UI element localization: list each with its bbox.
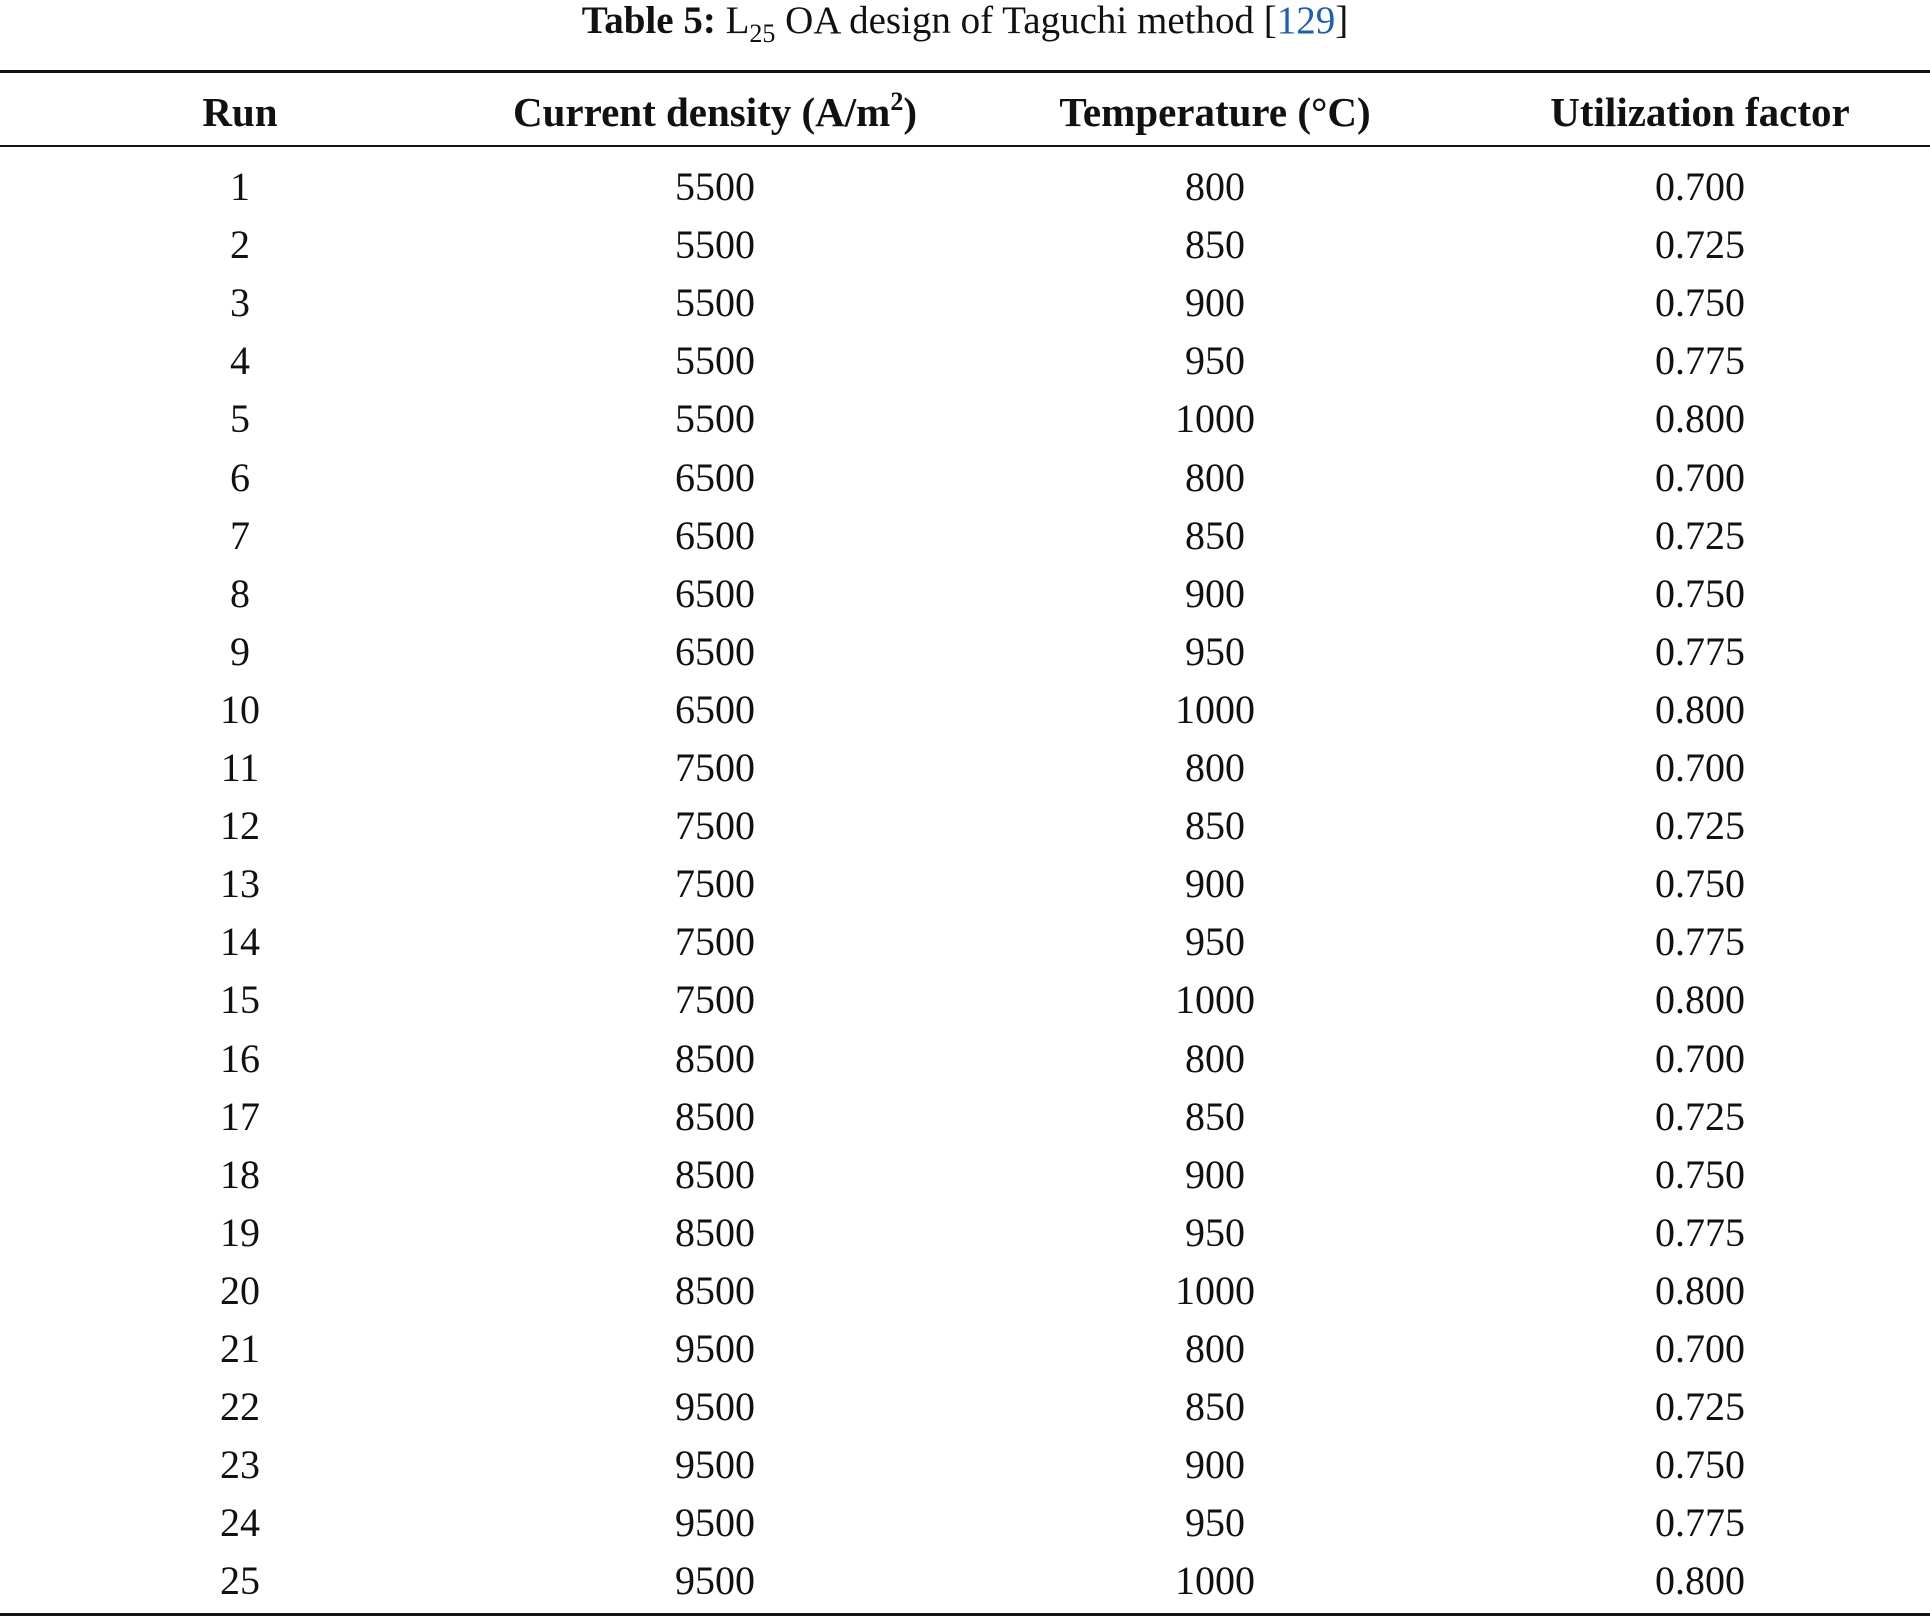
table-row: [0, 1204, 1930, 1262]
cell-current-density: 9500: [675, 1384, 755, 1430]
header-current-density: [475, 82, 955, 148]
header-current-density-text: Current density (A/m: [513, 89, 891, 135]
cell-utilization-factor: 0.700: [1655, 1035, 1745, 1081]
cell-run: 23: [220, 1442, 260, 1488]
header-utilization-factor: Utilization factor: [1550, 89, 1850, 135]
cell-run: 11: [220, 745, 260, 790]
cell-run: 17: [220, 1093, 260, 1139]
cell-utilization-factor: 0.700: [1655, 164, 1745, 209]
cell-utilization-factor: 0.725: [1655, 222, 1745, 268]
bottom-rule: [0, 1613, 1930, 1616]
table-row: [0, 1030, 1930, 1088]
table-row: [0, 449, 1930, 507]
cell-utilization-factor: 0.700: [1655, 454, 1745, 500]
header-current-density-superscript: 2: [890, 87, 904, 116]
header-temperature: Temperature (°C): [1059, 89, 1371, 135]
cell-temperature: 900: [1185, 280, 1245, 326]
caption-closing-bracket: ]: [1335, 0, 1349, 42]
cell-current-density: 9500: [675, 1442, 755, 1488]
cell-run: 5: [230, 396, 250, 442]
cell-run: 18: [220, 1151, 260, 1197]
cell-run: 7: [230, 512, 250, 558]
cell-current-density: 6500: [675, 686, 755, 732]
cell-temperature: 800: [1185, 1326, 1245, 1371]
cell-run: 25: [220, 1558, 260, 1604]
cell-temperature: 850: [1185, 1093, 1245, 1139]
cell-temperature: 900: [1185, 861, 1245, 907]
cell-temperature: 850: [1185, 1384, 1245, 1430]
table-row: [0, 623, 1930, 681]
table-row: [0, 216, 1930, 274]
cell-current-density: 9500: [675, 1558, 755, 1604]
cell-utilization-factor: 0.775: [1655, 1500, 1745, 1546]
table-row: [0, 274, 1930, 332]
cell-current-density: 9500: [675, 1326, 755, 1371]
cell-utilization-factor: 0.750: [1655, 1442, 1745, 1488]
cell-temperature: 850: [1185, 512, 1245, 558]
header-run: Run: [202, 89, 278, 135]
cell-temperature: 800: [1185, 745, 1245, 790]
cell-temperature: 800: [1185, 1035, 1245, 1081]
cell-current-density: 5500: [675, 396, 755, 442]
table-row: [0, 565, 1930, 623]
cell-utilization-factor: 0.775: [1655, 338, 1745, 384]
cell-utilization-factor: 0.800: [1655, 1558, 1745, 1604]
cell-current-density: 8500: [675, 1093, 755, 1139]
cell-temperature: 950: [1185, 1500, 1245, 1546]
cell-run: 2: [230, 222, 250, 268]
cell-current-density: 7500: [675, 745, 755, 790]
cell-current-density: 7500: [675, 861, 755, 907]
caption-subscript: 25: [749, 19, 776, 48]
table-header-row: [0, 82, 1930, 142]
cell-temperature: 1000: [1175, 977, 1255, 1023]
cell-current-density: 7500: [675, 919, 755, 965]
cell-utilization-factor: 0.725: [1655, 1093, 1745, 1139]
cell-run: 16: [220, 1035, 260, 1081]
cell-utilization-factor: 0.800: [1655, 686, 1745, 732]
cell-temperature: 800: [1185, 164, 1245, 209]
cell-current-density: 6500: [675, 570, 755, 616]
cell-run: 6: [230, 454, 250, 500]
cell-current-density: 9500: [675, 1500, 755, 1546]
cell-temperature: 1000: [1175, 396, 1255, 442]
cell-utilization-factor: 0.775: [1655, 628, 1745, 674]
cell-utilization-factor: 0.750: [1655, 861, 1745, 907]
cell-temperature: 850: [1185, 222, 1245, 268]
cell-current-density: 8500: [675, 1267, 755, 1313]
cell-current-density: 5500: [675, 164, 755, 209]
cell-current-density: 6500: [675, 512, 755, 558]
cell-run: 20: [220, 1267, 260, 1313]
table-row: [0, 1494, 1930, 1552]
cell-run: 8: [230, 570, 250, 616]
table-row: [0, 507, 1930, 565]
cell-current-density: 6500: [675, 454, 755, 500]
table-row: [0, 681, 1930, 739]
cell-temperature: 950: [1185, 628, 1245, 674]
table-row: [0, 1320, 1930, 1378]
cell-run: 10: [220, 686, 260, 732]
caption-label: Table 5:: [581, 0, 716, 42]
cell-current-density: 6500: [675, 628, 755, 674]
table-row: [0, 1378, 1930, 1436]
cell-utilization-factor: 0.800: [1655, 977, 1745, 1023]
cell-temperature: 950: [1185, 919, 1245, 965]
cell-utilization-factor: 0.775: [1655, 1209, 1745, 1255]
cell-utilization-factor: 0.775: [1655, 919, 1745, 965]
cell-run: 9: [230, 628, 250, 674]
cell-temperature: 950: [1185, 1209, 1245, 1255]
table-row: [0, 158, 1930, 216]
cell-current-density: 8500: [675, 1151, 755, 1197]
cell-current-density: 8500: [675, 1035, 755, 1081]
table-row: [0, 332, 1930, 390]
cell-current-density: 7500: [675, 977, 755, 1023]
cell-temperature: 1000: [1175, 1267, 1255, 1313]
cell-run: 4: [230, 338, 250, 384]
cell-temperature: 900: [1185, 1442, 1245, 1488]
table-body: [0, 158, 1930, 1608]
cell-run: 13: [220, 861, 260, 907]
cell-temperature: 900: [1185, 1151, 1245, 1197]
cell-current-density: 5500: [675, 280, 755, 326]
table-row: [0, 855, 1930, 913]
header-rule: [0, 145, 1930, 147]
cell-current-density: 5500: [675, 222, 755, 268]
table-row: [0, 1262, 1930, 1320]
cell-utilization-factor: 0.750: [1655, 570, 1745, 616]
cell-run: 24: [220, 1500, 260, 1546]
cell-utilization-factor: 0.750: [1655, 280, 1745, 326]
cell-run: 12: [220, 803, 260, 849]
table-row: [0, 1088, 1930, 1146]
cell-utilization-factor: 0.725: [1655, 512, 1745, 558]
caption-text-start: L: [725, 0, 750, 42]
cell-run: 14: [220, 919, 260, 965]
cell-utilization-factor: 0.725: [1655, 803, 1745, 849]
caption-reference-link[interactable]: 129: [1276, 0, 1336, 42]
table-caption: [0, 0, 1930, 46]
top-rule: [0, 70, 1930, 73]
table-row: [0, 1146, 1930, 1204]
header-current-density-close: ): [903, 89, 917, 135]
table-row: [0, 913, 1930, 971]
cell-utilization-factor: 0.750: [1655, 1151, 1745, 1197]
cell-run: 1: [230, 164, 250, 209]
cell-utilization-factor: 0.700: [1655, 745, 1745, 790]
cell-utilization-factor: 0.800: [1655, 396, 1745, 442]
cell-run: 22: [220, 1384, 260, 1430]
cell-temperature: 900: [1185, 570, 1245, 616]
cell-temperature: 1000: [1175, 686, 1255, 732]
table-row: [0, 1552, 1930, 1610]
cell-temperature: 850: [1185, 803, 1245, 849]
caption-text: OA design of Taguchi method [: [775, 0, 1277, 42]
table-row: [0, 1436, 1930, 1494]
cell-temperature: 1000: [1175, 1558, 1255, 1604]
table-row: [0, 390, 1930, 448]
cell-temperature: 950: [1185, 338, 1245, 384]
table-row: [0, 797, 1930, 855]
cell-utilization-factor: 0.800: [1655, 1267, 1745, 1313]
cell-run: 19: [220, 1209, 260, 1255]
cell-run: 3: [230, 280, 250, 326]
cell-current-density: 7500: [675, 803, 755, 849]
cell-run: 21: [220, 1326, 260, 1371]
cell-run: 15: [220, 977, 260, 1023]
cell-utilization-factor: 0.700: [1655, 1326, 1745, 1371]
table-row: [0, 971, 1930, 1029]
cell-current-density: 5500: [675, 338, 755, 384]
cell-current-density: 8500: [675, 1209, 755, 1255]
table-row: [0, 739, 1930, 797]
cell-temperature: 800: [1185, 454, 1245, 500]
cell-utilization-factor: 0.725: [1655, 1384, 1745, 1430]
